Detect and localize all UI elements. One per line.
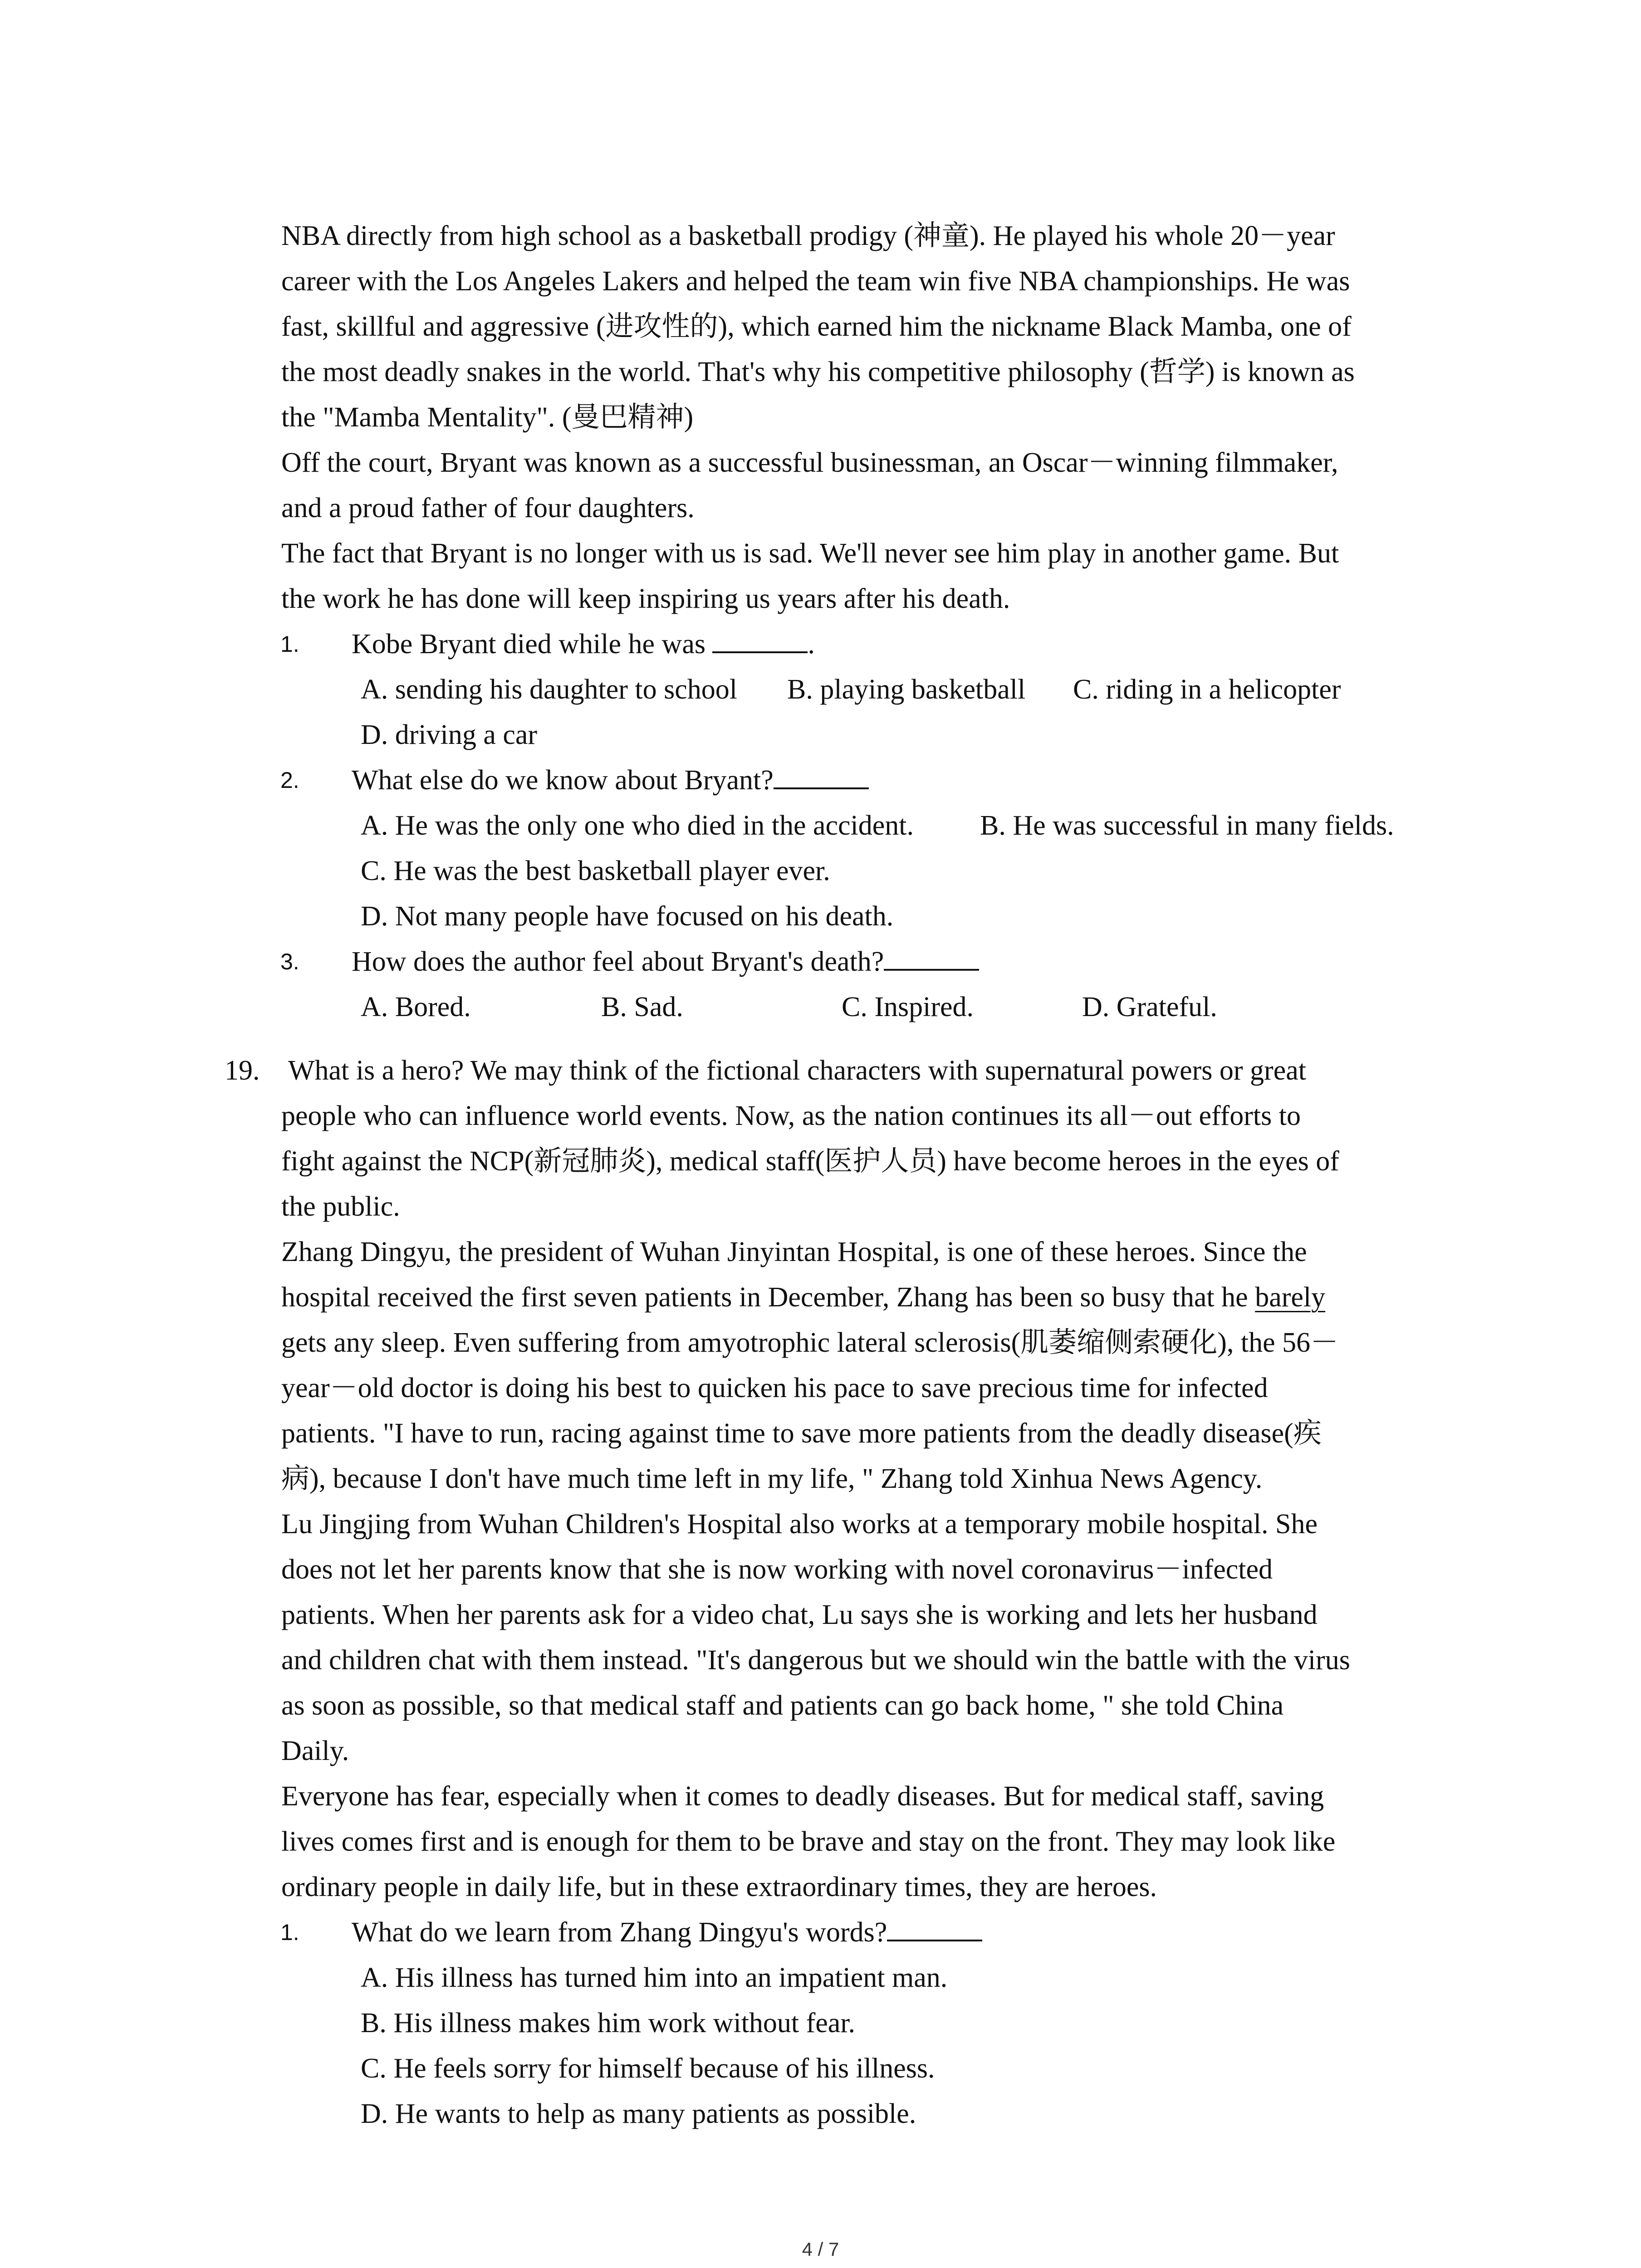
passage-line: people who can influence world events. Now, as the nation continues its all－out efforts to xyxy=(281,1100,1301,1131)
option-c: C. He was the best basketball player ever. xyxy=(361,855,830,886)
question-stem: What else do we know about Bryant? xyxy=(352,765,774,796)
passage-line: the most deadly snakes in the world. That's why his competitive philosophy (哲学) is known as xyxy=(281,357,1355,387)
option-c: C. riding in a helicopter xyxy=(1073,674,1341,705)
option-c: C. He feels sorry for himself because of his illness. xyxy=(361,2053,935,2084)
option-a: A. His illness has turned him into an impatient man. xyxy=(361,1962,948,1993)
answer-blank xyxy=(884,943,979,971)
passage-line: What is a hero? We may think of the fictional characters with supernatural powers or great xyxy=(288,1055,1306,1086)
passage-line: patients. When her parents ask for a video chat, Lu says she is working and lets her husband xyxy=(281,1599,1318,1630)
option-d: D. Not many people have focused on his death. xyxy=(361,901,894,932)
option-row xyxy=(361,712,537,758)
option-row xyxy=(361,848,830,894)
question-number: 3. xyxy=(280,949,299,974)
question-stem: Kobe Bryant died while he was xyxy=(352,629,713,660)
question-text xyxy=(352,939,979,984)
page-indicator: 4 / 7 xyxy=(802,2239,839,2260)
passage-line: lives comes first and is enough for them to be brave and stay on the front. They may look like xyxy=(281,1826,1336,1857)
passage-line: the "Mamba Mentality". (曼巴精神) xyxy=(281,402,694,433)
answer-blank xyxy=(887,1913,982,1941)
question-stem: How does the author feel about Bryant's death? xyxy=(352,946,884,977)
question-number: 1. xyxy=(280,1920,299,1945)
passage-line: Zhang Dingyu, the president of Wuhan Jinyintan Hospital, is one of these heroes. Since the xyxy=(281,1237,1307,1267)
option-b: B. He was successful in many fields. xyxy=(980,810,1394,841)
question-text xyxy=(352,621,815,667)
passage-line: fast, skillful and aggressive (进攻性的), which earned him the nickname Black Mamba, one of xyxy=(281,311,1352,342)
passage-line: Everyone has fear, especially when it comes to deadly diseases. But for medical staff, saving xyxy=(281,1781,1324,1812)
question-number: 2. xyxy=(280,767,299,793)
underlined-word: barely xyxy=(1255,1282,1326,1313)
passage-line: and a proud father of four daughters. xyxy=(281,493,695,523)
question-stem-end: . xyxy=(808,629,815,660)
question-text xyxy=(352,1910,982,1955)
passage-line: as soon as possible, so that medical staff and patients can go back home, " she told China xyxy=(281,1690,1284,1721)
option-row xyxy=(361,894,893,939)
passage-line: and children chat with them instead. "It's dangerous but we should win the battle with the virus xyxy=(281,1645,1350,1676)
passage-line: the work he has done will keep inspiring us years after his death. xyxy=(281,583,1010,614)
option-d: D. driving a car xyxy=(361,719,538,750)
passage-line: Lu Jingjing from Wuhan Children's Hospital also works at a temporary mobile hospital. She xyxy=(281,1509,1318,1540)
passage-line: The fact that Bryant is no longer with us is sad. We'll never see him play in another game. But xyxy=(281,538,1339,569)
passage-line: ordinary people in daily life, but in these extraordinary times, they are heroes. xyxy=(281,1872,1157,1902)
question-text xyxy=(352,758,869,803)
passage-line: Off the court, Bryant was known as a successful businessman, an Oscar－winning filmmaker, xyxy=(281,447,1338,478)
passage-line: fight against the NCP(新冠肺炎), medical staff(医护人员) have become heroes in the eyes of xyxy=(281,1146,1339,1177)
option-a: A. Bored. xyxy=(361,992,471,1022)
option-a: A. He was the only one who died in the accident. xyxy=(361,810,914,841)
passage-line: NBA directly from high school as a basketball prodigy (神童). He played his whole 20－year xyxy=(281,220,1335,251)
option-b: B. His illness makes him work without fear. xyxy=(361,2008,856,2038)
answer-blank xyxy=(774,761,869,789)
option-row xyxy=(361,667,1341,712)
option-a: A. sending his daughter to school xyxy=(361,674,738,705)
question-number: 1. xyxy=(280,631,299,657)
option-b: B. Sad. xyxy=(601,992,683,1022)
option-c: C. Inspired. xyxy=(842,992,974,1022)
option-row xyxy=(361,803,1394,848)
option-d: D. He wants to help as many patients as possible. xyxy=(361,2098,916,2129)
passage-line-text: hospital received the first seven patients in December, Zhang has been so busy that he xyxy=(281,1282,1255,1313)
passage-line: Daily. xyxy=(281,1735,349,1766)
passage-line: year－old doctor is doing his best to quicken his pace to save precious time for infected xyxy=(281,1373,1268,1403)
question-stem: What do we learn from Zhang Dingyu's words? xyxy=(352,1917,887,1948)
option-row xyxy=(361,984,1217,1030)
option-d: D. Grateful. xyxy=(1082,992,1217,1022)
option-b: B. playing basketball xyxy=(787,674,1026,705)
passage-line: 病), because I don't have much time left in my life, " Zhang told Xinhua News Agency. xyxy=(281,1463,1263,1494)
passage-line: the public. xyxy=(281,1191,400,1222)
passage-line: does not let her parents know that she is now working with novel coronavirus－infected xyxy=(281,1554,1273,1585)
passage-line: patients. "I have to run, racing against time to save more patients from the deadly disease(疾 xyxy=(281,1418,1322,1449)
passage-line: gets any sleep. Even suffering from amyotrophic lateral sclerosis(肌萎缩侧索硬化), the 56－ xyxy=(281,1327,1339,1358)
passage-line: career with the Los Angeles Lakers and helped the team win five NBA championships. He was xyxy=(281,266,1350,297)
item-number: 19. xyxy=(225,1055,260,1086)
passage-line xyxy=(281,1275,1325,1320)
answer-blank xyxy=(712,625,808,653)
